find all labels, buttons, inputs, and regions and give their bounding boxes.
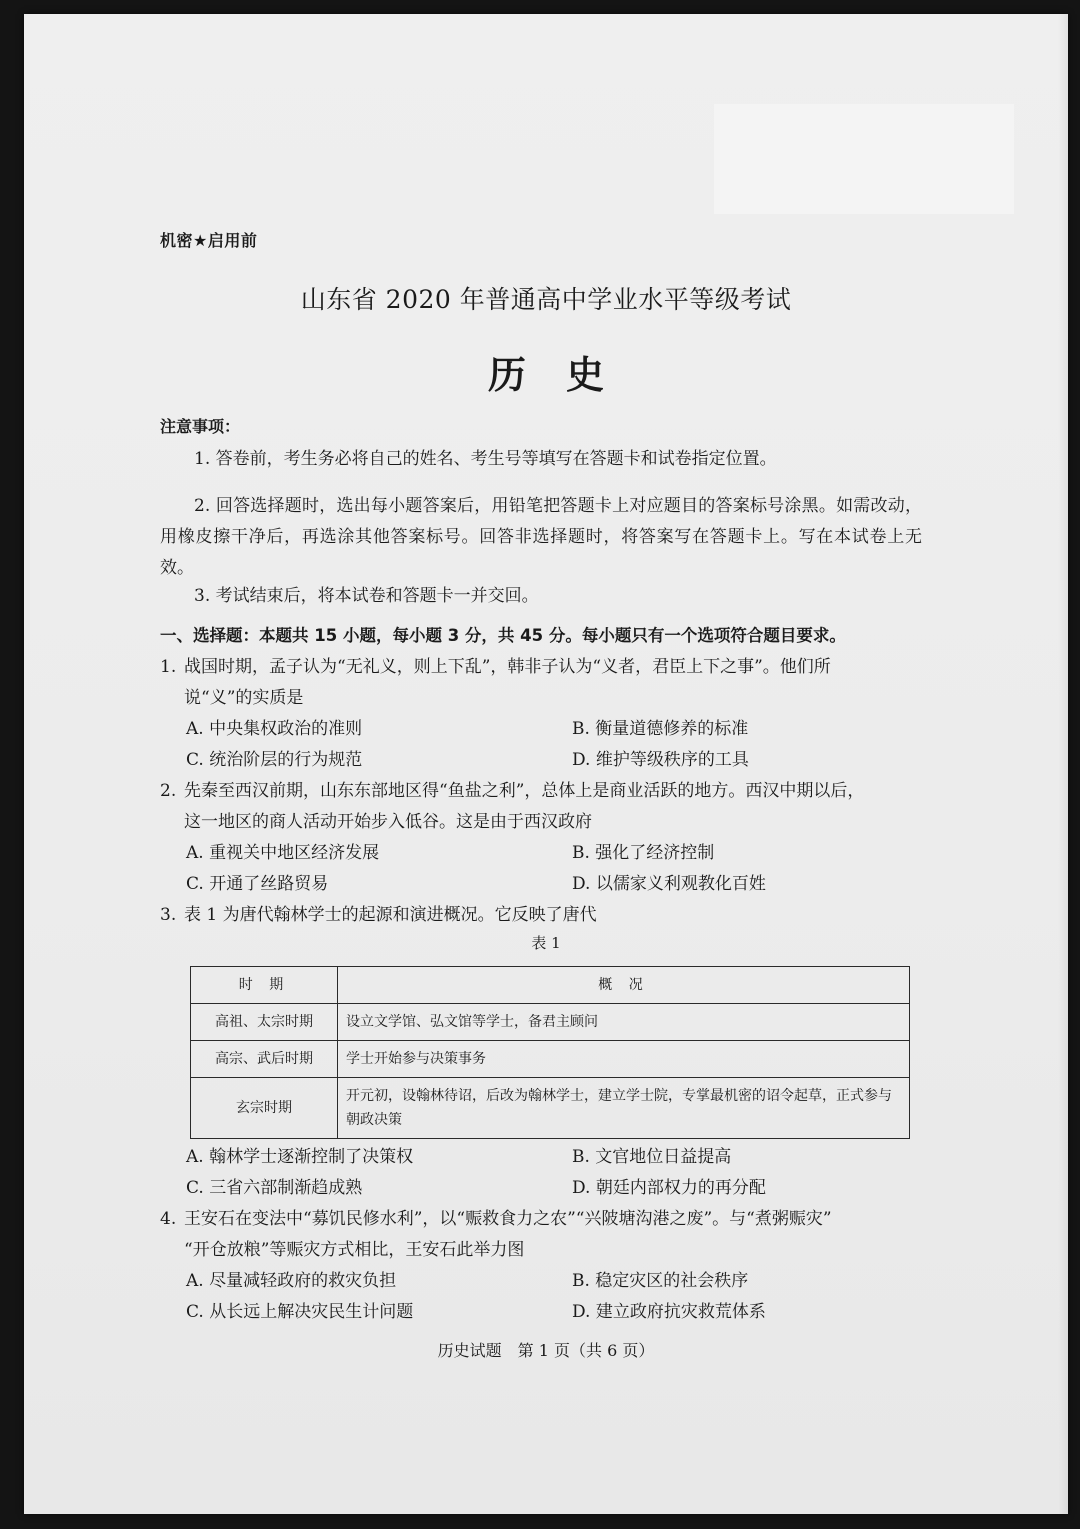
q2-option-d: D. 以儒家义利观教化百姓 — [572, 874, 766, 894]
q1-option-d: D. 维护等级秩序的工具 — [572, 750, 749, 770]
q3-option-a: A. 翰林学士逐渐控制了决策权 — [186, 1147, 414, 1167]
history-table — [190, 966, 910, 1139]
section-heading: 一、选择题：本题共 15 小题，每小题 3 分，共 45 分。每小题只有一个选项符合题目要求。 — [160, 626, 846, 645]
table-cell-period: 高宗、武后时期 — [191, 1041, 338, 1078]
table-header-period: 时 期 — [191, 967, 338, 1004]
q2-option-b: B. 强化了经济控制 — [572, 843, 715, 863]
question-number: 4. — [160, 1209, 177, 1229]
page-footer: 历史试题 第 1 页（共 6 页） — [437, 1341, 655, 1360]
table-row — [191, 1004, 910, 1041]
question-stem-cont: “开仓放粮”等赈灾方式相比，王安石此举力图 — [184, 1240, 525, 1260]
subject-title: 历史 — [487, 353, 644, 397]
q4-option-a: A. 尽量减轻政府的救灾负担 — [186, 1271, 397, 1291]
q3-option-c: C. 三省六部制渐趋成熟 — [186, 1178, 363, 1198]
question-4 — [160, 1204, 926, 1266]
table-header-summary: 概 况 — [338, 967, 910, 1004]
secret-mark: 机密★启用前 — [160, 231, 258, 250]
notice-item-3: 3. 考试结束后，将本试卷和答题卡一并交回。 — [194, 586, 539, 606]
notice-item-1: 1. 答卷前，考生务必将自己的姓名、考生号等填写在答题卡和试卷指定位置。 — [194, 449, 777, 469]
table-row — [191, 1041, 910, 1078]
question-stem: 王安石在变法中“募饥民修水利”，以“赈救食力之农”“兴陂塘沟港之废”。与“煮粥赈灾” — [184, 1209, 832, 1229]
exam-paper — [24, 14, 1068, 1514]
q1-option-c: C. 统治阶层的行为规范 — [186, 750, 363, 770]
q2-option-a: A. 重视关中地区经济发展 — [186, 843, 380, 863]
notice-heading: 注意事项： — [160, 417, 241, 436]
notice-item-2: 2. 回答选择题时，选出每小题答案后，用铅笔把答题卡上对应题目的答案标号涂黑。如需改动，用橡皮擦干净后，再选涂其他答案标号。回答非选择题时，将答案写在答题卡上。写在本试卷上无效。 — [160, 496, 922, 578]
q4-option-d: D. 建立政府抗灾救荒体系 — [572, 1302, 766, 1322]
question-3 — [160, 900, 926, 931]
q4-option-b: B. 稳定灾区的社会秩序 — [572, 1271, 749, 1291]
question-stem: 表 1 为唐代翰林学士的起源和演进概况。它反映了唐代 — [184, 905, 597, 925]
blank-paper-patch — [714, 104, 1014, 214]
question-stem-cont: 说“义”的实质是 — [184, 688, 304, 708]
question-2 — [160, 776, 926, 838]
table-cell-period: 玄宗时期 — [191, 1078, 338, 1139]
question-stem: 先秦至西汉前期，山东东部地区得“鱼盐之利”，总体上是商业活跃的地方。西汉中期以后， — [184, 781, 865, 801]
question-number: 2. — [160, 781, 177, 801]
table-row — [191, 1078, 910, 1139]
table-cell-summary: 学士开始参与决策事务 — [338, 1041, 910, 1078]
paper-edge-shadow — [1058, 14, 1068, 1514]
question-1 — [160, 652, 926, 714]
exam-title: 山东省 2020 年普通高中学业水平等级考试 — [300, 285, 792, 314]
table-cell-period: 高祖、太宗时期 — [191, 1004, 338, 1041]
table-cell-summary: 开元初，设翰林待诏，后改为翰林学士，建立学士院，专掌最机密的诏令起草，正式参与朝政决策 — [338, 1078, 910, 1139]
question-stem-cont: 这一地区的商人活动开始步入低谷。这是由于西汉政府 — [184, 812, 592, 832]
question-number: 1. — [160, 657, 177, 677]
table-caption: 表 1 — [531, 934, 561, 952]
q3-option-b: B. 文官地位日益提高 — [572, 1147, 732, 1167]
question-number: 3. — [160, 905, 177, 925]
question-stem: 战国时期，孟子认为“无礼义，则上下乱”，韩非子认为“义者，君臣上下之事”。他们所 — [184, 657, 831, 677]
table-header-row — [191, 967, 910, 1004]
q1-option-b: B. 衡量道德修养的标准 — [572, 719, 749, 739]
q3-option-d: D. 朝廷内部权力的再分配 — [572, 1178, 766, 1198]
q4-option-c: C. 从长远上解决灾民生计问题 — [186, 1302, 414, 1322]
q2-option-c: C. 开通了丝路贸易 — [186, 874, 329, 894]
q1-option-a: A. 中央集权政治的准则 — [186, 719, 363, 739]
table-cell-summary: 设立文学馆、弘文馆等学士，备君主顾问 — [338, 1004, 910, 1041]
